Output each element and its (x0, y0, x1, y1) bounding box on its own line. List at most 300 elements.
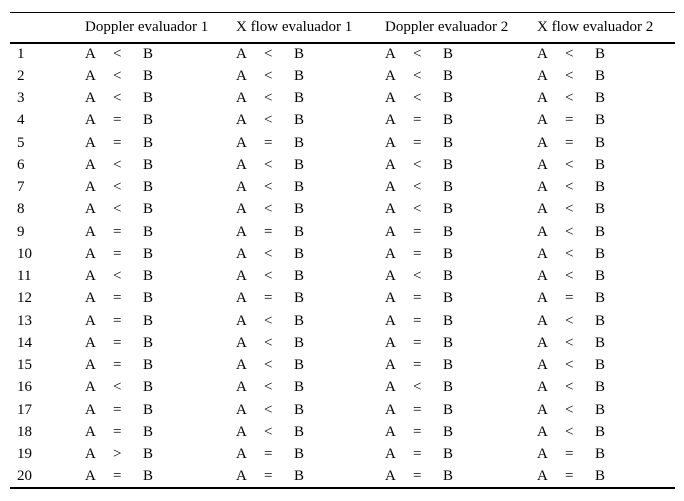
comparison-operator: < (413, 201, 422, 218)
comparison-operator: = (413, 401, 422, 418)
operand-a-label: A (385, 90, 396, 107)
comparison-operator: < (264, 423, 273, 440)
comparison-operator: = (113, 312, 122, 329)
table-row (10, 466, 675, 488)
operand-a-label: A (85, 446, 96, 463)
row-number-cell: 17 (17, 401, 32, 418)
comparison-operator: < (113, 379, 122, 396)
table-row (10, 288, 675, 310)
table-body (10, 43, 675, 488)
table-row (10, 310, 675, 332)
operand-a-label: A (385, 46, 396, 63)
row-number-cell: 2 (17, 67, 25, 84)
comparison-operator: = (413, 446, 422, 463)
comparison-operator: < (413, 379, 422, 396)
operand-a-label: A (85, 357, 96, 374)
comparison-cell (385, 132, 537, 154)
comparison-cell (85, 132, 236, 154)
comparison-cell (236, 288, 385, 310)
operand-a-label: A (385, 156, 396, 173)
operand-b-label: B (143, 334, 154, 351)
operand-b-label: B (294, 423, 305, 440)
operand-b-label: B (443, 67, 454, 84)
comparison-cell (85, 332, 236, 354)
comparison-cell (85, 88, 236, 110)
comparison-operator: = (413, 290, 422, 307)
comparison-cell (537, 177, 675, 199)
operand-b-label: B (443, 112, 454, 129)
comparison-operator: < (264, 179, 273, 196)
comparison-cell (537, 43, 675, 65)
comparison-operator: < (264, 201, 273, 218)
operand-a-label: A (236, 46, 247, 63)
comparison-cell (236, 199, 385, 221)
operand-b-label: B (595, 67, 606, 84)
column-header-xflow-1: X flow evaluador 1 (236, 13, 385, 44)
comparison-operator: = (264, 290, 273, 307)
operand-b-label: B (143, 134, 154, 151)
comparison-cell (236, 310, 385, 332)
comparison-operator: < (264, 268, 273, 285)
operand-a-label: A (385, 290, 396, 307)
operand-a-label: A (385, 201, 396, 218)
table-row (10, 421, 675, 443)
operand-b-label: B (595, 357, 606, 374)
operand-a-label: A (85, 312, 96, 329)
operand-a-label: A (236, 179, 247, 196)
comparison-operator: < (565, 46, 574, 63)
operand-b-label: B (443, 379, 454, 396)
operand-b-label: B (294, 67, 305, 84)
row-number-cell: 16 (17, 379, 32, 396)
comparison-operator: < (264, 401, 273, 418)
operand-b-label: B (443, 467, 454, 484)
operand-a-label: A (85, 223, 96, 240)
comparison-operator: < (565, 223, 574, 240)
comparison-operator: < (413, 156, 422, 173)
comparison-cell (85, 377, 236, 399)
column-header-doppler-1: Doppler evaluador 1 (85, 13, 236, 44)
comparison-cell (85, 43, 236, 65)
header-row (10, 13, 675, 44)
operand-a-label: A (85, 401, 96, 418)
operand-a-label: A (537, 245, 548, 262)
comparison-cell (537, 154, 675, 176)
comparison-operator: = (113, 134, 122, 151)
comparison-cell (385, 355, 537, 377)
comparison-operator: < (264, 67, 273, 84)
operand-a-label: A (236, 312, 247, 329)
operand-a-label: A (236, 67, 247, 84)
operand-b-label: B (143, 112, 154, 129)
comparison-operator: < (264, 379, 273, 396)
operand-b-label: B (294, 290, 305, 307)
comparison-operator: < (264, 156, 273, 173)
operand-b-label: B (443, 401, 454, 418)
operand-b-label: B (294, 134, 305, 151)
operand-a-label: A (385, 334, 396, 351)
operand-b-label: B (143, 423, 154, 440)
operand-b-label: B (294, 467, 305, 484)
row-number-cell: 4 (17, 112, 25, 129)
comparison-cell (385, 199, 537, 221)
operand-b-label: B (143, 156, 154, 173)
operand-b-label: B (443, 423, 454, 440)
comparison-cell (537, 110, 675, 132)
operand-a-label: A (537, 268, 548, 285)
operand-a-label: A (85, 268, 96, 285)
operand-a-label: A (385, 245, 396, 262)
operand-a-label: A (537, 290, 548, 307)
comparison-cell (236, 444, 385, 466)
operand-b-label: B (143, 268, 154, 285)
comparison-cell (85, 466, 236, 488)
operand-b-label: B (294, 223, 305, 240)
comparison-operator: < (565, 179, 574, 196)
comparison-operator: = (113, 401, 122, 418)
operand-b-label: B (443, 201, 454, 218)
comparison-cell (537, 466, 675, 488)
comparison-operator: < (565, 245, 574, 262)
operand-a-label: A (85, 46, 96, 63)
operand-b-label: B (143, 446, 154, 463)
operand-b-label: B (595, 334, 606, 351)
comparison-cell (537, 444, 675, 466)
row-number-cell: 11 (17, 268, 32, 285)
comparison-cell (236, 43, 385, 65)
operand-b-label: B (143, 67, 154, 84)
comparison-cell (385, 266, 537, 288)
comparison-cell (85, 288, 236, 310)
operand-b-label: B (443, 357, 454, 374)
comparison-cell (537, 288, 675, 310)
operand-a-label: A (385, 112, 396, 129)
table-row (10, 110, 675, 132)
operand-b-label: B (294, 312, 305, 329)
operand-b-label: B (143, 245, 154, 262)
operand-b-label: B (294, 357, 305, 374)
comparison-operator: = (264, 223, 273, 240)
operand-a-label: A (85, 201, 96, 218)
operand-a-label: A (537, 156, 548, 173)
operand-a-label: A (385, 379, 396, 396)
comparison-operator: = (113, 290, 122, 307)
operand-b-label: B (143, 223, 154, 240)
table-row (10, 132, 675, 154)
comparison-operator: = (113, 223, 122, 240)
operand-a-label: A (236, 290, 247, 307)
comparison-operator: = (413, 467, 422, 484)
operand-a-label: A (236, 467, 247, 484)
comparison-operator: < (264, 46, 273, 63)
comparison-cell (236, 177, 385, 199)
table-row (10, 65, 675, 87)
comparison-operator: = (113, 467, 122, 484)
operand-a-label: A (385, 179, 396, 196)
comparison-cell (385, 88, 537, 110)
comparison-cell (537, 88, 675, 110)
operand-a-label: A (85, 379, 96, 396)
operand-a-label: A (385, 223, 396, 240)
operand-a-label: A (236, 379, 247, 396)
table-row (10, 444, 675, 466)
comparison-cell (385, 466, 537, 488)
operand-a-label: A (85, 112, 96, 129)
comparison-cell (236, 221, 385, 243)
comparison-cell (236, 110, 385, 132)
comparison-operator: < (413, 268, 422, 285)
comparison-table-container (10, 12, 675, 489)
comparison-operator: < (113, 156, 122, 173)
table-row (10, 177, 675, 199)
comparison-cell (537, 132, 675, 154)
operand-a-label: A (85, 90, 96, 107)
operand-a-label: A (385, 467, 396, 484)
operand-b-label: B (443, 156, 454, 173)
comparison-cell (385, 444, 537, 466)
operand-b-label: B (443, 268, 454, 285)
table-row (10, 88, 675, 110)
table-row (10, 266, 675, 288)
comparison-operator: < (565, 334, 574, 351)
comparison-operator: < (113, 90, 122, 107)
operand-a-label: A (85, 467, 96, 484)
operand-a-label: A (385, 446, 396, 463)
operand-a-label: A (85, 290, 96, 307)
operand-a-label: A (537, 446, 548, 463)
operand-b-label: B (595, 201, 606, 218)
operand-b-label: B (294, 179, 305, 196)
comparison-operator: < (413, 90, 422, 107)
comparison-operator: < (113, 46, 122, 63)
operand-a-label: A (236, 334, 247, 351)
comparison-operator: < (113, 201, 122, 218)
comparison-cell (537, 199, 675, 221)
operand-a-label: A (385, 357, 396, 374)
table-row (10, 355, 675, 377)
comparison-operator: < (113, 268, 122, 285)
operand-a-label: A (537, 46, 548, 63)
operand-a-label: A (537, 67, 548, 84)
operand-a-label: A (385, 268, 396, 285)
comparison-cell (537, 332, 675, 354)
comparison-cell (385, 154, 537, 176)
comparison-operator: < (264, 312, 273, 329)
row-number-cell: 6 (17, 156, 25, 173)
comparison-operator: < (565, 268, 574, 285)
operand-a-label: A (537, 179, 548, 196)
operand-a-label: A (236, 112, 247, 129)
comparison-operator: = (264, 446, 273, 463)
operand-b-label: B (294, 112, 305, 129)
row-number-cell: 8 (17, 201, 25, 218)
operand-b-label: B (595, 423, 606, 440)
operand-b-label: B (595, 379, 606, 396)
table-row (10, 377, 675, 399)
comparison-operator: = (565, 446, 574, 463)
comparison-cell (236, 332, 385, 354)
comparison-cell (236, 132, 385, 154)
operand-b-label: B (443, 312, 454, 329)
row-number-cell: 12 (17, 290, 32, 307)
operand-b-label: B (143, 467, 154, 484)
comparison-operator: < (264, 112, 273, 129)
comparison-operator: = (413, 334, 422, 351)
operand-b-label: B (595, 312, 606, 329)
comparison-operator: < (264, 357, 273, 374)
comparison-operator: < (413, 179, 422, 196)
operand-b-label: B (294, 46, 305, 63)
comparison-cell (385, 399, 537, 421)
operand-a-label: A (537, 90, 548, 107)
operand-a-label: A (537, 379, 548, 396)
operand-b-label: B (294, 90, 305, 107)
operand-a-label: A (537, 201, 548, 218)
operand-a-label: A (385, 134, 396, 151)
operand-a-label: A (537, 223, 548, 240)
comparison-operator: < (565, 312, 574, 329)
operand-b-label: B (294, 401, 305, 418)
comparison-cell (385, 221, 537, 243)
comparison-operator: = (565, 290, 574, 307)
operand-a-label: A (537, 357, 548, 374)
row-number-cell: 3 (17, 90, 25, 107)
comparison-operator: < (264, 245, 273, 262)
operand-b-label: B (595, 290, 606, 307)
operand-b-label: B (443, 179, 454, 196)
comparison-cell (236, 466, 385, 488)
comparison-cell (85, 399, 236, 421)
table-row (10, 43, 675, 65)
operand-a-label: A (236, 134, 247, 151)
operand-a-label: A (85, 334, 96, 351)
comparison-operator: < (565, 379, 574, 396)
operand-b-label: B (595, 46, 606, 63)
row-number-cell: 14 (17, 334, 32, 351)
comparison-cell (537, 355, 675, 377)
operand-a-label: A (537, 467, 548, 484)
operand-b-label: B (595, 268, 606, 285)
comparison-operator: = (413, 134, 422, 151)
row-number-cell: 19 (17, 446, 32, 463)
operand-b-label: B (143, 401, 154, 418)
operand-a-label: A (236, 156, 247, 173)
row-number-cell: 13 (17, 312, 32, 329)
comparison-operator: < (113, 67, 122, 84)
operand-b-label: B (595, 134, 606, 151)
comparison-cell (85, 444, 236, 466)
comparison-cell (85, 154, 236, 176)
column-header-doppler-2: Doppler evaluador 2 (385, 13, 537, 44)
operand-b-label: B (595, 90, 606, 107)
operand-b-label: B (443, 134, 454, 151)
operand-a-label: A (85, 423, 96, 440)
operand-a-label: A (537, 401, 548, 418)
operand-a-label: A (385, 67, 396, 84)
comparison-cell (236, 88, 385, 110)
operand-a-label: A (236, 357, 247, 374)
operand-a-label: A (537, 312, 548, 329)
comparison-cell (236, 266, 385, 288)
operand-a-label: A (537, 334, 548, 351)
row-number-cell: 15 (17, 357, 32, 374)
comparison-operator: = (113, 357, 122, 374)
comparison-cell (385, 332, 537, 354)
column-header-xflow-2: X flow evaluador 2 (537, 13, 675, 44)
comparison-cell (85, 65, 236, 87)
comparison-operator: < (264, 334, 273, 351)
row-number-header (10, 13, 85, 44)
comparison-operator: < (565, 357, 574, 374)
comparison-cell (236, 243, 385, 265)
row-number-cell: 5 (17, 134, 25, 151)
comparison-cell (236, 154, 385, 176)
comparison-cell (537, 243, 675, 265)
comparison-cell (385, 288, 537, 310)
comparison-cell (537, 266, 675, 288)
operand-b-label: B (143, 46, 154, 63)
comparison-cell (236, 377, 385, 399)
operand-a-label: A (85, 179, 96, 196)
operand-a-label: A (385, 312, 396, 329)
comparison-cell (85, 310, 236, 332)
operand-b-label: B (294, 379, 305, 396)
comparison-operator: < (565, 423, 574, 440)
comparison-operator: = (264, 467, 273, 484)
comparison-operator: = (113, 334, 122, 351)
comparison-cell (537, 399, 675, 421)
operand-a-label: A (236, 223, 247, 240)
comparison-operator: = (413, 312, 422, 329)
operand-a-label: A (85, 156, 96, 173)
comparison-cell (85, 177, 236, 199)
row-number-cell: 9 (17, 223, 25, 240)
operand-b-label: B (294, 268, 305, 285)
operand-a-label: A (385, 423, 396, 440)
comparison-cell (85, 355, 236, 377)
operand-a-label: A (236, 245, 247, 262)
operand-b-label: B (143, 201, 154, 218)
operand-b-label: B (595, 112, 606, 129)
table-row (10, 399, 675, 421)
operand-b-label: B (595, 223, 606, 240)
comparison-operator: = (413, 223, 422, 240)
operand-b-label: B (595, 245, 606, 262)
comparison-operator: < (565, 67, 574, 84)
comparison-cell (537, 65, 675, 87)
comparison-operator: = (264, 134, 273, 151)
table-row (10, 154, 675, 176)
comparison-cell (385, 243, 537, 265)
row-number-cell: 1 (17, 46, 25, 63)
operand-a-label: A (85, 134, 96, 151)
operand-b-label: B (143, 357, 154, 374)
operand-b-label: B (443, 223, 454, 240)
comparison-table (10, 12, 675, 489)
operand-a-label: A (236, 268, 247, 285)
table-row (10, 332, 675, 354)
comparison-cell (385, 110, 537, 132)
operand-b-label: B (294, 334, 305, 351)
operand-a-label: A (537, 134, 548, 151)
comparison-operator: < (565, 201, 574, 218)
comparison-operator: = (413, 423, 422, 440)
operand-b-label: B (143, 290, 154, 307)
comparison-cell (236, 399, 385, 421)
comparison-operator: > (113, 446, 122, 463)
comparison-operator: = (565, 134, 574, 151)
comparison-cell (385, 377, 537, 399)
